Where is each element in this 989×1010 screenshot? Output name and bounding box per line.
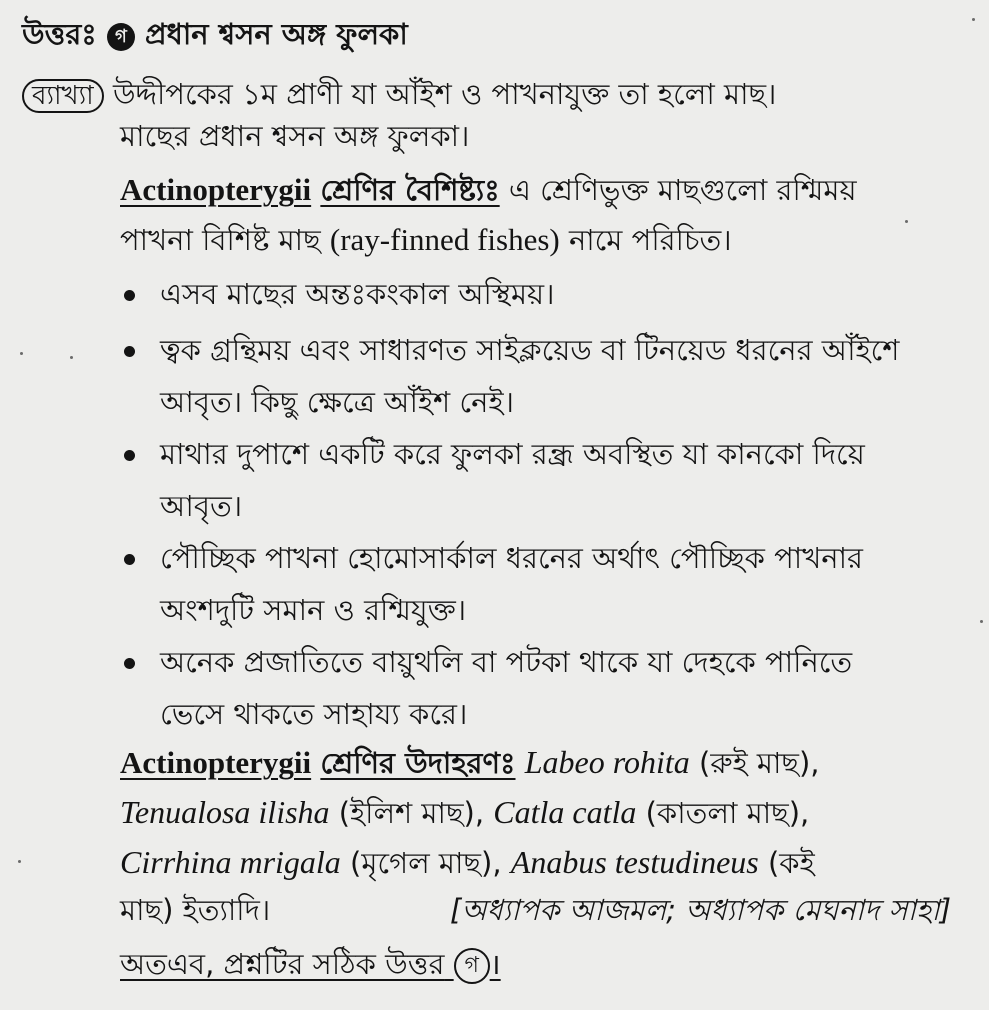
scan-speck (18, 860, 21, 863)
example-sci-name: Catla catla (493, 794, 637, 830)
bullet-1-line-1: এসব মাছের অন্তঃকংকাল অস্থিময়। (160, 277, 555, 311)
examples-heading-latin: Actinopterygii (120, 745, 312, 780)
bullet-3-line-2: আবৃত। (160, 489, 243, 523)
example-common-name: (কাতলা মাছ), (645, 796, 810, 830)
example-common-name: (মৃগেল মাছ), (350, 846, 502, 880)
explanation-text-1: উদ্দীপকের ১ম প্রাণী যা আঁইশ ও পাখনাযুক্ত তা হলো মাছ। (112, 77, 777, 111)
bullet-dot (124, 554, 135, 565)
bullet-dot (124, 658, 135, 669)
scan-speck (20, 352, 23, 355)
reference-citation: [অধ্যাপক আজমল; অধ্যাপক মেঘনাদ সাহা] (450, 893, 952, 927)
answer-line (22, 16, 408, 52)
scan-speck (972, 18, 975, 21)
example-common-name: (কই (767, 846, 815, 880)
examples-line-1 (120, 744, 820, 781)
bullet-3-line-1: মাথার দুপাশে একটি করে ফুলকা রন্ধ্র অবস্থিত যা কানকো দিয়ে (160, 437, 865, 471)
bullet-dot (124, 290, 135, 301)
conclusion-option-badge: গ (454, 948, 490, 984)
example-sci-name: Tenualosa ilisha (120, 794, 330, 830)
example-sci-name: Labeo rohita (524, 744, 690, 780)
features-intro-2b: (ray-finned fishes) (329, 222, 560, 257)
example-common-name: (রুই মাছ), (699, 746, 820, 780)
scan-speck (980, 620, 983, 623)
answer-text: প্রধান শ্বসন অঙ্গ ফুলকা (144, 17, 408, 51)
conclusion-line (120, 946, 501, 984)
bullet-4-line-1: পৌচ্ছিক পাখনা হোমোসার্কাল ধরনের অর্থাৎ পৌচ্ছিক পাখনার (160, 541, 863, 575)
bullet-5-line-1: অনেক প্রজাতিতে বায়ুথলি বা পটকা থাকে যা দেহকে পানিতে (160, 645, 853, 679)
scan-speck (70, 356, 73, 359)
features-intro-2a: পাখনা বিশিষ্ট মাছ (120, 223, 321, 257)
examples-heading-bn: শ্রেণির উদাহরণঃ (320, 746, 516, 780)
bullet-dot (124, 346, 135, 357)
features-intro-line-2 (120, 222, 732, 258)
features-intro-1: এ শ্রেণিভুক্ত মাছগুলো রশ্মিময় (508, 173, 857, 207)
examples-tail: মাছ) ইত্যাদি। (120, 893, 271, 927)
examples-line-2 (120, 794, 809, 831)
bullet-dot (124, 450, 135, 461)
scan-speck (905, 220, 908, 223)
bullet-2-line-2: আবৃত। কিছু ক্ষেত্রে আঁইশ নেই। (160, 385, 514, 419)
example-sci-name: Anabus testudineus (510, 844, 759, 880)
answer-option-badge: গ (107, 23, 135, 51)
example-common-name: (ইলিশ মাছ), (338, 796, 485, 830)
bullet-4-line-2: অংশদুটি সমান ও রশ্মিযুক্ত। (160, 593, 467, 627)
bullet-5-line-2: ভেসে থাকতে সাহায্য করে। (160, 697, 468, 731)
features-heading-bn: শ্রেণির বৈশিষ্ট্যঃ (320, 173, 500, 207)
bullet-2-line-1: ত্বক গ্রন্থিময় এবং সাধারণত সাইক্লয়েড বা টিনয়েড ধরনের আঁইশে (160, 333, 900, 367)
answer-prefix: উত্তরঃ (22, 17, 97, 51)
explanation-label: ব্যাখ্যা (22, 79, 104, 113)
conclusion-text: অতএব, প্রশ্নটির সঠিক উত্তর (120, 947, 445, 981)
features-heading-latin: Actinopterygii (120, 172, 312, 207)
conclusion-end: । (489, 947, 501, 981)
features-heading-line (120, 172, 857, 208)
examples-line-3 (120, 844, 815, 881)
explanation-line-2: মাছের প্রধান শ্বসন অঙ্গ ফুলকা। (120, 119, 470, 153)
explanation-line-1 (22, 76, 776, 114)
example-sci-name: Cirrhina mrigala (120, 844, 341, 880)
features-intro-2c: নামে পরিচিত। (568, 223, 732, 257)
